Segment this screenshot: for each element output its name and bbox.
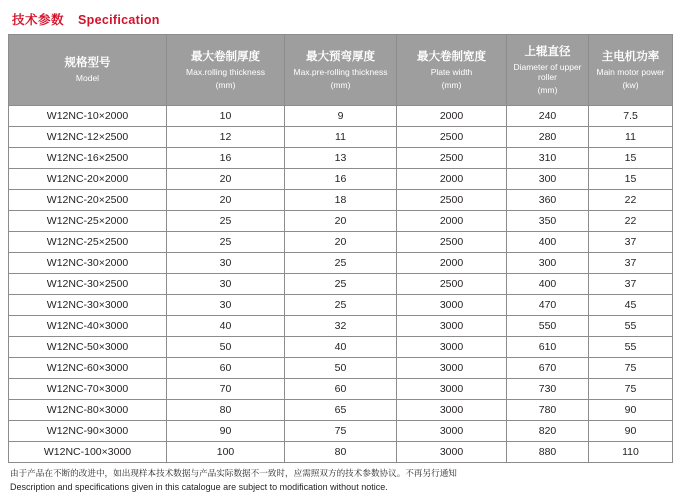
- cell-max-pre-rolling-thickness: 16: [285, 169, 397, 190]
- cell-model: W12NC-80×3000: [9, 400, 167, 421]
- column-header-en: Model: [75, 73, 100, 84]
- cell-max-rolling-thickness: 20: [167, 190, 285, 211]
- cell-max-pre-rolling-thickness: 25: [285, 274, 397, 295]
- cell-max-rolling-thickness: 12: [167, 127, 285, 148]
- cell-plate-width: 2500: [397, 127, 507, 148]
- cell-upper-roller-diameter: 300: [507, 253, 589, 274]
- cell-upper-roller-diameter: 610: [507, 337, 589, 358]
- cell-main-motor-power: 37: [589, 253, 673, 274]
- cell-max-pre-rolling-thickness: 50: [285, 358, 397, 379]
- cell-max-pre-rolling-thickness: 65: [285, 400, 397, 421]
- cell-upper-roller-diameter: 780: [507, 400, 589, 421]
- cell-plate-width: 3000: [397, 442, 507, 463]
- table-row: [9, 421, 673, 442]
- cell-main-motor-power: 15: [589, 169, 673, 190]
- cell-max-rolling-thickness: 50: [167, 337, 285, 358]
- cell-plate-width: 2500: [397, 148, 507, 169]
- cell-upper-roller-diameter: 470: [507, 295, 589, 316]
- cell-model: W12NC-100×3000: [9, 442, 167, 463]
- cell-max-rolling-thickness: 90: [167, 421, 285, 442]
- column-header-en: Diameter of upper roller: [513, 61, 582, 83]
- table-row: [9, 169, 673, 190]
- cell-upper-roller-diameter: 240: [507, 106, 589, 127]
- cell-max-pre-rolling-thickness: 18: [285, 190, 397, 211]
- cell-max-rolling-thickness: 16: [167, 148, 285, 169]
- column-header-cn: 主电机功率: [601, 51, 660, 64]
- cell-main-motor-power: 11: [589, 127, 673, 148]
- cell-model: W12NC-50×3000: [9, 337, 167, 358]
- column-header-upper-roller-diameter: [507, 35, 589, 106]
- cell-main-motor-power: 7.5: [589, 106, 673, 127]
- cell-max-pre-rolling-thickness: 32: [285, 316, 397, 337]
- column-header-en: Max.pre-rolling thickness: [293, 67, 388, 78]
- table-header: [9, 35, 673, 106]
- cell-max-pre-rolling-thickness: 20: [285, 211, 397, 232]
- cell-model: W12NC-16×2500: [9, 148, 167, 169]
- cell-max-pre-rolling-thickness: 25: [285, 295, 397, 316]
- cell-model: W12NC-40×3000: [9, 316, 167, 337]
- cell-plate-width: 3000: [397, 358, 507, 379]
- cell-upper-roller-diameter: 400: [507, 232, 589, 253]
- cell-plate-width: 2000: [397, 211, 507, 232]
- footnote: [8, 468, 672, 493]
- cell-main-motor-power: 110: [589, 442, 673, 463]
- page-title-en: Specification: [78, 13, 160, 27]
- cell-upper-roller-diameter: 550: [507, 316, 589, 337]
- table-row: [9, 379, 673, 400]
- table-row: [9, 232, 673, 253]
- cell-model: W12NC-70×3000: [9, 379, 167, 400]
- cell-model: W12NC-30×2500: [9, 274, 167, 295]
- column-header-cn: 最大卷制厚度: [191, 51, 260, 64]
- cell-plate-width: 2000: [397, 253, 507, 274]
- cell-main-motor-power: 90: [589, 421, 673, 442]
- cell-model: W12NC-25×2000: [9, 211, 167, 232]
- table-row: [9, 106, 673, 127]
- table-row: [9, 316, 673, 337]
- cell-max-pre-rolling-thickness: 80: [285, 442, 397, 463]
- column-header-cn: 最大卷制宽度: [417, 51, 486, 64]
- cell-max-rolling-thickness: 70: [167, 379, 285, 400]
- cell-main-motor-power: 15: [589, 148, 673, 169]
- footnote-en: Description and specifications given in this catalogue are subject to modification without notice.: [10, 481, 388, 492]
- table-header-row: [9, 35, 673, 106]
- cell-main-motor-power: 22: [589, 211, 673, 232]
- cell-plate-width: 2500: [397, 190, 507, 211]
- column-header-unit: (mm): [537, 85, 558, 95]
- cell-max-rolling-thickness: 25: [167, 232, 285, 253]
- cell-model: W12NC-30×2000: [9, 253, 167, 274]
- cell-upper-roller-diameter: 310: [507, 148, 589, 169]
- cell-max-rolling-thickness: 30: [167, 295, 285, 316]
- cell-main-motor-power: 75: [589, 358, 673, 379]
- cell-plate-width: 3000: [397, 379, 507, 400]
- cell-max-pre-rolling-thickness: 11: [285, 127, 397, 148]
- cell-upper-roller-diameter: 300: [507, 169, 589, 190]
- cell-main-motor-power: 45: [589, 295, 673, 316]
- cell-max-pre-rolling-thickness: 40: [285, 337, 397, 358]
- cell-main-motor-power: 55: [589, 316, 673, 337]
- cell-upper-roller-diameter: 730: [507, 379, 589, 400]
- cell-max-rolling-thickness: 60: [167, 358, 285, 379]
- table-row: [9, 211, 673, 232]
- table-row: [9, 337, 673, 358]
- column-header-unit: (mm): [330, 79, 351, 90]
- column-header-unit: (mm): [215, 79, 236, 90]
- column-header-en: Plate width: [430, 67, 473, 78]
- cell-max-pre-rolling-thickness: 75: [285, 421, 397, 442]
- cell-plate-width: 2000: [397, 106, 507, 127]
- page-title-cn: 技术参数: [12, 13, 65, 27]
- cell-plate-width: 3000: [397, 400, 507, 421]
- cell-max-pre-rolling-thickness: 13: [285, 148, 397, 169]
- cell-plate-width: 3000: [397, 421, 507, 442]
- cell-main-motor-power: 22: [589, 190, 673, 211]
- column-header-main-motor-power: [589, 35, 673, 106]
- column-header-unit: (kw): [622, 79, 639, 90]
- cell-max-pre-rolling-thickness: 9: [285, 106, 397, 127]
- column-header-max-rolling-thickness: [167, 35, 285, 106]
- column-header-plate-width: [397, 35, 507, 106]
- table-row: [9, 274, 673, 295]
- cell-max-rolling-thickness: 30: [167, 274, 285, 295]
- cell-model: W12NC-60×3000: [9, 358, 167, 379]
- cell-upper-roller-diameter: 280: [507, 127, 589, 148]
- cell-upper-roller-diameter: 350: [507, 211, 589, 232]
- cell-plate-width: 2500: [397, 274, 507, 295]
- table-row: [9, 127, 673, 148]
- cell-max-pre-rolling-thickness: 20: [285, 232, 397, 253]
- cell-model: W12NC-25×2500: [9, 232, 167, 253]
- cell-main-motor-power: 37: [589, 274, 673, 295]
- table-row: [9, 442, 673, 463]
- column-header-en: Main motor power: [596, 67, 665, 78]
- specification-table: [8, 34, 673, 463]
- cell-max-rolling-thickness: 100: [167, 442, 285, 463]
- cell-max-rolling-thickness: 40: [167, 316, 285, 337]
- cell-plate-width: 3000: [397, 316, 507, 337]
- cell-main-motor-power: 75: [589, 379, 673, 400]
- cell-plate-width: 2000: [397, 169, 507, 190]
- cell-max-rolling-thickness: 10: [167, 106, 285, 127]
- cell-plate-width: 3000: [397, 295, 507, 316]
- column-header-cn: 规格型号: [64, 57, 111, 70]
- table-row: [9, 295, 673, 316]
- cell-max-pre-rolling-thickness: 25: [285, 253, 397, 274]
- cell-main-motor-power: 55: [589, 337, 673, 358]
- cell-max-rolling-thickness: 30: [167, 253, 285, 274]
- column-header-max-pre-rolling-thickness: [285, 35, 397, 106]
- cell-model: W12NC-20×2000: [9, 169, 167, 190]
- page-title: [8, 8, 672, 34]
- cell-max-pre-rolling-thickness: 60: [285, 379, 397, 400]
- cell-main-motor-power: 37: [589, 232, 673, 253]
- cell-upper-roller-diameter: 360: [507, 190, 589, 211]
- cell-plate-width: 3000: [397, 337, 507, 358]
- column-header-en: Max.rolling thickness: [186, 67, 265, 78]
- table-body: [9, 106, 673, 463]
- cell-model: W12NC-12×2500: [9, 127, 167, 148]
- cell-upper-roller-diameter: 400: [507, 274, 589, 295]
- column-header-unit: (mm): [441, 79, 462, 90]
- cell-model: W12NC-20×2500: [9, 190, 167, 211]
- column-header-cn: 最大预弯厚度: [306, 51, 375, 64]
- column-header-model: [9, 35, 167, 106]
- cell-main-motor-power: 90: [589, 400, 673, 421]
- table-row: [9, 400, 673, 421]
- cell-model: W12NC-90×3000: [9, 421, 167, 442]
- cell-max-rolling-thickness: 80: [167, 400, 285, 421]
- cell-model: W12NC-30×3000: [9, 295, 167, 316]
- column-header-cn: 上辊直径: [524, 45, 571, 58]
- footnote-cn: 由于产品在不断的改进中，如出现样本技术数据与产品实际数据不一致时，应需照双方的技术参数协议。不再另行通知: [10, 468, 457, 478]
- cell-max-rolling-thickness: 25: [167, 211, 285, 232]
- cell-plate-width: 2500: [397, 232, 507, 253]
- table-row: [9, 190, 673, 211]
- table-row: [9, 148, 673, 169]
- table-row: [9, 358, 673, 379]
- cell-max-rolling-thickness: 20: [167, 169, 285, 190]
- cell-upper-roller-diameter: 880: [507, 442, 589, 463]
- cell-upper-roller-diameter: 820: [507, 421, 589, 442]
- cell-model: W12NC-10×2000: [9, 106, 167, 127]
- cell-upper-roller-diameter: 670: [507, 358, 589, 379]
- table-row: [9, 253, 673, 274]
